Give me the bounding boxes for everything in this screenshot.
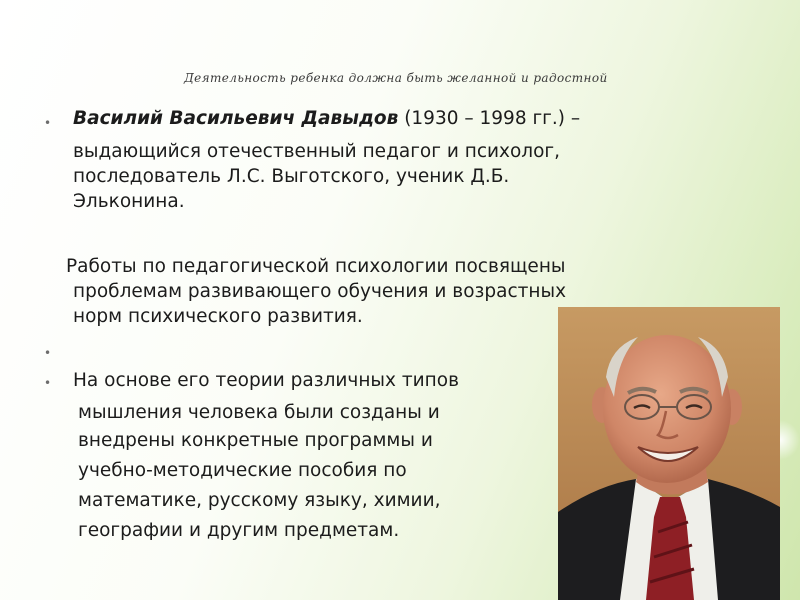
paragraph-3-line: мышления человека были созданы и (78, 402, 440, 423)
bullet-point: • (44, 376, 52, 390)
portrait-illustration (558, 307, 780, 600)
bullet-point: • (44, 346, 52, 360)
paragraph-3-line: На основе его теории различных типов (73, 370, 459, 391)
slide-subtitle: Деятельность ребенка должна быть желанной и радостной (184, 71, 608, 85)
paragraph-3-line: внедрены конкретные программы и (78, 430, 433, 451)
bullet-point: • (44, 116, 52, 130)
person-name: Василий Васильевич Давыдов (73, 108, 399, 129)
paragraph-1-line: Эльконина. (73, 191, 185, 212)
person-years: (1930 – 1998 гг.) – (398, 108, 581, 129)
portrait-photo (558, 307, 780, 600)
paragraph-1-line: выдающийся отечественный педагог и психолог, (73, 141, 561, 162)
paragraph-3-line: учебно-методические пособия по (78, 460, 407, 481)
paragraph-1-heading (73, 108, 580, 129)
paragraph-2-line: Работы по педагогической психологии посвящены (66, 256, 566, 277)
paragraph-2-line: норм психического развития. (73, 306, 363, 327)
paragraph-3-line: географии и другим предметам. (78, 520, 400, 541)
paragraph-1-line: последователь Л.С. Выготского, ученик Д.Б. (73, 166, 510, 187)
paragraph-3-line: математике, русскому языку, химии, (78, 490, 441, 511)
paragraph-2-line: проблемам развивающего обучения и возрастных (73, 281, 567, 302)
